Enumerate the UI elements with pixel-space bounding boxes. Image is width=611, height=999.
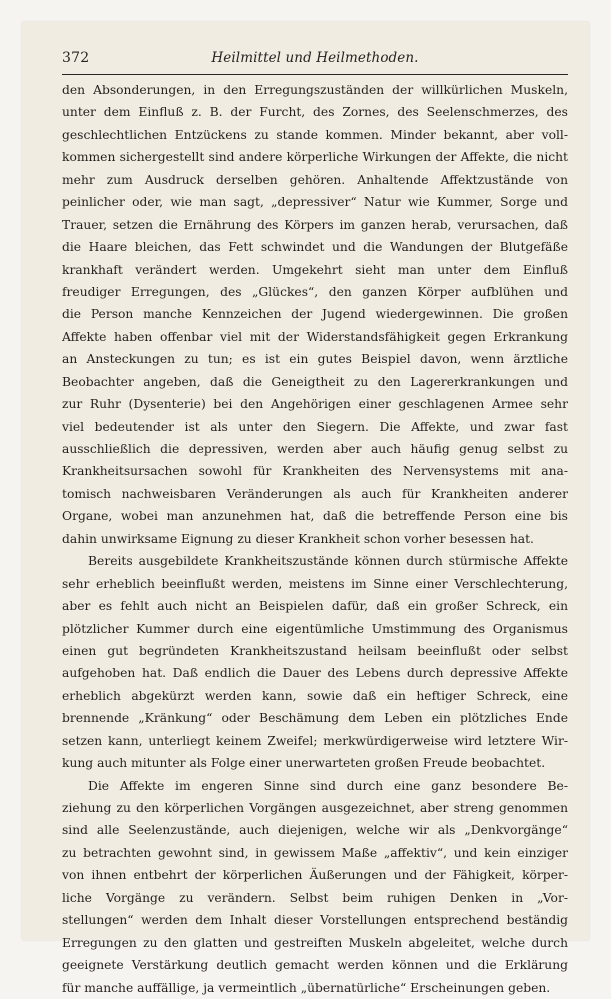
- text-line: geschlechtlichen Entzückens zu stande kommen. Minder bekannt, aber voll-: [62, 127, 568, 142]
- text-line: tomisch nachweisbaren Veränderungen als auch für Krankheiten anderer: [62, 486, 568, 501]
- text-line: einen gut begründeten Krankheitszustand heilsam beeinflußt oder selbst: [62, 643, 568, 658]
- text-line: für manche auffällige, ja vermeintlich „übernatürliche“ Erscheinungen geben.: [62, 980, 551, 995]
- text-line: unter dem Einfluß z. B. der Furcht, des Zornes, des Seelenschmerzes, des: [62, 105, 568, 120]
- page-number: 372: [62, 50, 90, 66]
- text-line: zu betrachten gewohnt sind, in gewissem Maße „affektiv“, und kein einziger: [62, 845, 568, 860]
- text-line: Organe, wobei man anzunehmen hat, daß die betreffende Person eine bis: [62, 509, 568, 524]
- text-line: krankhaft verändert werden. Umgekehrt sieht man unter dem Einfluß: [62, 262, 568, 277]
- text-line: den Absonderungen, in den Erregungszuständen der willkürlichen Muskeln,: [62, 83, 568, 97]
- text-line: mehr zum Ausdruck derselben gehören. Anhaltende Affektzustände von: [62, 172, 568, 187]
- text-line: sehr erheblich beeinflußt werden, meistens im Sinne einer Verschlechterung,: [62, 576, 568, 591]
- text-line: aber es fehlt auch nicht an Beispielen dafür, daß ein großer Schreck, ein: [62, 599, 568, 614]
- text-line: kommen sichergestellt sind andere körperliche Wirkungen der Affekte, die nicht: [62, 150, 568, 165]
- text-line: zur Ruhr (Dysenterie) bei den Angehörigen einer geschlagenen Armee sehr: [62, 397, 568, 412]
- body-text: [62, 79, 568, 999]
- text-line: viel bedeutender ist als unter den Siegern. Die Affekte, und zwar fast: [62, 419, 568, 434]
- text-line: die Person manche Kennzeichen der Jugend wiedergewinnen. Die großen: [62, 307, 568, 322]
- text-line: Trauer, setzen die Ernährung des Körpers im ganzen herab, verursachen, daß: [62, 217, 568, 232]
- text-line: setzen kann, unterliegt keinem Zweifel; merkwürdigerweise wird letztere Wir-: [62, 733, 568, 748]
- text-line: aufgehoben hat. Daß endlich die Dauer des Lebens durch depressive Affekte: [62, 666, 568, 681]
- text-line: Die Affekte im engeren Sinne sind durch eine ganz besondere Be-: [88, 778, 568, 793]
- text-line: erheblich abgekürzt werden kann, sowie daß ein heftiger Schreck, eine: [62, 688, 568, 703]
- text-line: Beobachter angeben, daß die Geneigtheit zu den Lagererkrankungen und: [62, 374, 568, 389]
- text-line: ausschließlich die depressiven, werden aber auch häufig genug selbst zu: [62, 442, 568, 456]
- text-line: sind alle Seelenzustände, auch diejenigen, welche wir als „Denkvorgänge“: [62, 823, 568, 838]
- text-line: Krankheitsursachen sowohl für Krankheiten des Nervensystems mit ana-: [62, 464, 568, 479]
- running-title: Heilmittel und Heilmethoden.: [211, 50, 419, 66]
- text-line: dahin unwirksame Eignung zu dieser Krankheit schon vorher besessen hat.: [62, 531, 534, 546]
- text-line: Bereits ausgebildete Krankheitszustände können durch stürmische Affekte: [88, 554, 568, 569]
- text-line: Affekte haben offenbar viel mit der Widerstandsfähigkeit gegen Erkrankung: [62, 329, 568, 344]
- text-line: kung auch mitunter als Folge einer unerwarteten großen Freude beobachtet.: [62, 756, 546, 771]
- header-rule: [62, 74, 568, 75]
- text-line: Erregungen zu den glatten und gestreiften Muskeln abgeleitet, welche durch: [62, 935, 568, 950]
- text-line: an Ansteckungen zu tun; es ist ein gutes Beispiel davon, wenn ärztliche: [62, 352, 568, 367]
- text-line: von ihnen entbehrt der körperlichen Äußerungen und der Fähigkeit, körper-: [62, 868, 568, 883]
- text-line: ziehung zu den körperlichen Vorgängen ausgezeichnet, aber streng genommen: [62, 801, 568, 815]
- page-header: [62, 48, 568, 74]
- text-line: liche Vorgänge zu verändern. Selbst beim ruhigen Denken in „Vor-: [62, 890, 568, 905]
- text-line: peinlicher oder, wie man sagt, „depressiver“ Natur wie Kummer, Sorge und: [62, 195, 568, 210]
- text-line: brennende „Kränkung“ oder Beschämung dem Leben ein plötzliches Ende: [62, 711, 568, 726]
- text-line: stellungen“ werden dem Inhalt dieser Vorstellungen entsprechend beständig: [62, 913, 568, 928]
- text-line: geeignete Verstärkung deutlich gemacht werden können und die Erklärung: [62, 958, 568, 973]
- text-line: plötzlicher Kummer durch eine eigentümliche Umstimmung des Organismus: [62, 621, 568, 636]
- text-line: freudiger Erregungen, des „Glückes“, den ganzen Körper aufblühen und: [62, 284, 568, 299]
- text-line: die Haare bleichen, das Fett schwindet und die Wandungen der Blutgefäße: [62, 240, 568, 255]
